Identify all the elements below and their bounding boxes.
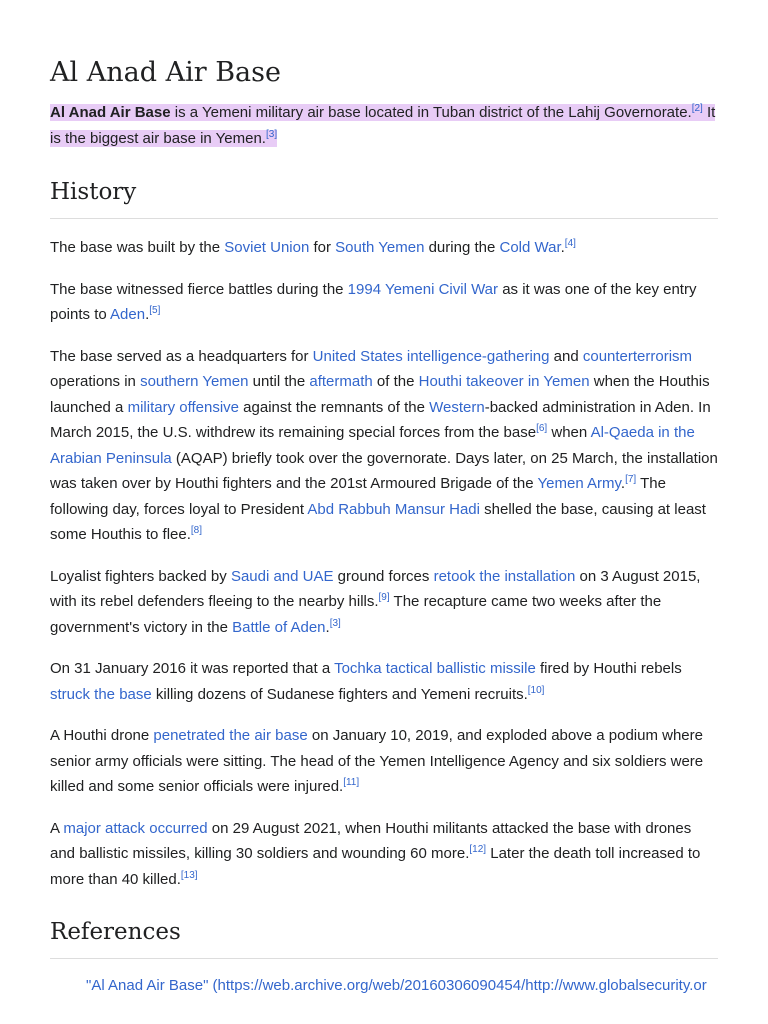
link-saudi-uae[interactable]: Saudi and UAE [230, 567, 334, 585]
link-tochka-missile[interactable]: Tochka tactical ballistic missile [334, 660, 536, 677]
link-aden[interactable]: Aden [110, 306, 146, 323]
history-paragraph-3: The base served as a headquarters for United States intelligence-gathering and counterterrorism operations in southern Yemen until the aftermath of the Houthi takeover in Yemen when the Houthis launched a military offensive against the remnants of the Western-backed administration in Aden. In March 2015, the U.S. withdrew its remaining special forces from the base[6] when Al-Qaeda in the Arabian Peninsula (AQAP) briefly took over the governorate. Days later, on 25 March, the installation was taken over by Houthi fighters and the 201st Armoured Brigade of the Yemen Army.[7] The following day, forces loyal to President Abd Rabbuh Mansur Hadi shelled the base, causing at least some Houthis to flee.[8] [50, 347, 718, 543]
lead-highlight [50, 104, 715, 147]
link-aftermath[interactable]: aftermath [309, 373, 373, 390]
section-divider [50, 958, 718, 959]
link-struck-the-base[interactable]: struck the base [50, 685, 152, 703]
link-houthi-takeover[interactable]: Houthi takeover in Yemen [418, 373, 590, 390]
link-yemen-army[interactable]: Yemen Army [537, 475, 621, 492]
link-aqap[interactable]: Al-Qaeda in the Arabian Peninsula [50, 424, 695, 467]
citation-link[interactable]: [7] [625, 474, 637, 485]
citation-link[interactable]: [8] [190, 525, 203, 536]
link-military-offensive[interactable]: military offensive [127, 398, 240, 416]
citation-link[interactable]: [5] [149, 305, 161, 316]
citation-link[interactable]: [10] [527, 684, 545, 696]
link-southern-yemen[interactable]: southern Yemen [140, 373, 249, 390]
citation-link[interactable]: [9] [378, 592, 390, 603]
page-title: Al Anad Air Base [50, 57, 281, 88]
history-heading: History [50, 179, 137, 205]
history-paragraph-4: Loyalist fighters backed by Saudi and UAE ground forces retook the installation on 3 August 2015, with its rebel defenders fleeing to the nearby hills.[9] The recapture came two weeks after the government's victory in the Battle of Aden.[3] [50, 567, 701, 636]
link-major-attack[interactable]: major attack occurred [63, 819, 208, 837]
references-heading: References [50, 919, 181, 945]
history-paragraph-7: A major attack occurred on 29 August 2021, when Houthi militants attacked the base with drones and ballistic missiles, killing 30 soldiers and wounding 60 more.[12] Later the death toll increased to more than 40 killed.[13] [50, 819, 701, 888]
reference-item [86, 973, 718, 998]
link-counterterrorism[interactable]: counterterrorism [582, 347, 693, 365]
references-list [50, 973, 718, 998]
citation-link[interactable]: [11] [343, 777, 360, 788]
lead-bold-term: Al Anad Air Base [50, 104, 171, 121]
link-hadi[interactable]: Abd Rabbuh Mansur Hadi [307, 500, 480, 518]
link-1994-yemeni-civil-war[interactable]: 1994 Yemeni Civil War [347, 280, 499, 298]
reference-link[interactable]: "Al Anad Air Base" (https://web.archive.org/web/20160306090454/http://www.globalsecurity.or [86, 977, 707, 994]
link-south-yemen[interactable]: South Yemen [335, 239, 425, 256]
link-soviet-union[interactable]: Soviet Union [224, 239, 310, 256]
lead-paragraph [50, 100, 718, 152]
history-paragraph-1: The base was built by the Soviet Union for South Yemen during the Cold War.[4] [50, 238, 576, 256]
lead-text: It is the biggest air base in Yemen. [50, 104, 716, 147]
citation-link[interactable]: [12] [469, 844, 487, 855]
link-cold-war[interactable]: Cold War [499, 239, 561, 256]
citation-link[interactable]: [3] [265, 129, 278, 140]
citation-link[interactable]: [4] [564, 238, 576, 249]
link-retook-installation[interactable]: retook the installation [433, 567, 576, 585]
section-divider [50, 218, 718, 219]
history-paragraph-6: A Houthi drone penetrated the air base on January 10, 2019, and exploded above a podium where senior army officials were sitting. The head of the Yemen Intelligence Agency and six soldiers were killed and some senior officials were injured.[11] [50, 727, 704, 795]
lead-text: is a Yemeni military air base located in Tuban district of the Lahij Governorate. [170, 104, 692, 121]
history-paragraph-2: The base witnessed fierce battles during the 1994 Yemeni Civil War as it was one of the key entry points to Aden.[5] [50, 280, 697, 323]
citation-link[interactable]: [6] [536, 423, 548, 434]
citation-link[interactable]: [3] [329, 617, 341, 629]
citation-link[interactable]: [2] [691, 103, 703, 114]
citation-link[interactable]: [13] [180, 869, 198, 881]
link-battle-of-aden[interactable]: Battle of Aden [232, 618, 326, 636]
link-us-intelligence-gathering[interactable]: United States intelligence-gathering [312, 347, 550, 365]
link-western[interactable]: Western [429, 398, 485, 416]
history-paragraph-5: On 31 January 2016 it was reported that a Tochka tactical ballistic missile fired by Houthi rebels struck the base killing dozens of Sudanese fighters and Yemeni recruits.[10] [50, 660, 682, 703]
link-penetrated-air-base[interactable]: penetrated the air base [153, 727, 308, 744]
